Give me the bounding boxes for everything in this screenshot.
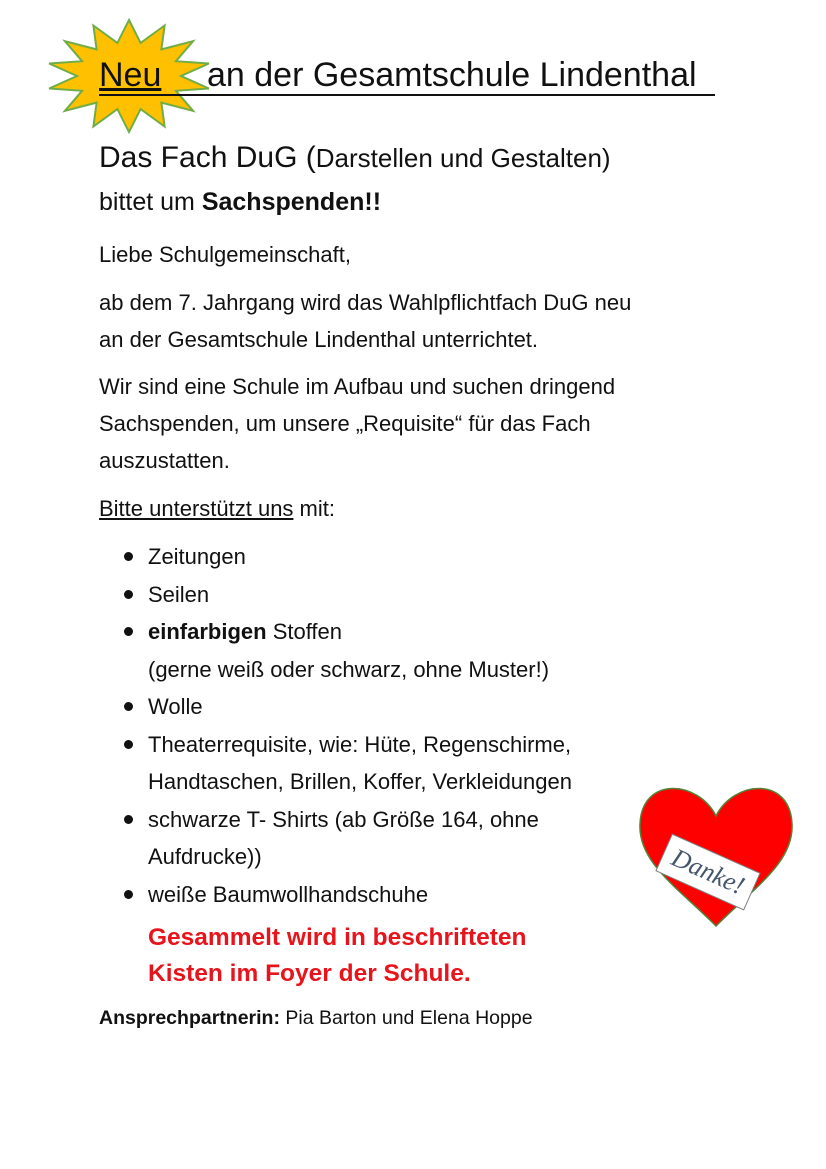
ask-line [99,490,739,527]
ask-underlined: Bitte unterstützt uns [99,496,294,521]
school-paragraph [99,368,739,479]
headline [99,52,719,98]
item-shirts-line2: Aufdrucke)) [148,844,262,869]
request-bold: Sachspenden!! [201,188,382,216]
school-line: Wir sind eine Schule im Aufbau und suchen dringend [99,374,616,399]
contact-label: Ansprechpartnerin: [99,1007,280,1029]
contact-line [99,1002,533,1034]
heart-shape [636,776,796,928]
item-wool: Wolle [148,694,203,719]
list-item [120,726,660,801]
collection-line: Kisten im Foyer der Schule. [148,960,471,987]
headline-title: an der Gesamtschule Lindenthal [207,56,697,94]
school-line: auszustatten. [99,448,230,473]
item-fabric-rest: Stoffen [266,619,343,644]
list-item [120,688,660,726]
item-gloves: weiße Baumwollhandschuhe [148,881,429,907]
item-newspapers: Zeitungen [148,544,246,569]
ask-rest: mit: [293,496,335,521]
headline-underline [99,94,715,96]
item-ropes: Seilen [148,581,210,607]
item-fabric-note: (gerne weiß oder schwarz, ohne Muster!) [148,656,550,682]
collection-notice [148,920,527,992]
list-item [120,801,660,876]
request-heading [99,184,381,220]
item-props-line1: Theaterrequisite, wie: Hüte, Regenschirme, [148,731,572,757]
school-line: Sachspenden, um unsere „Requisite“ für das Fach [99,411,591,436]
subject-lead: Das Fach DuG ( [99,141,316,174]
item-fabric-bold: einfarbigen [148,619,267,644]
subject-paren: Darstellen und Gestalten) [315,143,611,173]
list-item [120,613,660,688]
list-item [120,576,660,614]
list-item [120,538,660,576]
intro-line: an der Gesamtschule Lindenthal unterrichtet. [99,327,539,352]
subject-heading [99,138,611,178]
contact-names: Pia Barton und Elena Hoppe [279,1007,533,1029]
greeting: Liebe Schulgemeinschaft, [99,242,351,267]
item-shirts-line1: schwarze T- Shirts (ab Größe 164, ohne [148,806,539,832]
list-item [120,876,660,914]
collection-line: Gesammelt wird in beschrifteten [148,924,527,951]
danke-text: Danke! [667,842,750,901]
item-props-line2: Handtaschen, Brillen, Koffer, Verkleidungen [148,769,572,794]
request-lead: bittet um [99,188,202,216]
item-fabric [148,613,660,651]
donation-list [120,538,660,913]
intro-line: ab dem 7. Jahrgang wird das Wahlpflichtfach DuG neu [99,290,632,315]
new-badge-text: Neu [99,56,162,94]
intro-paragraph [99,284,739,358]
